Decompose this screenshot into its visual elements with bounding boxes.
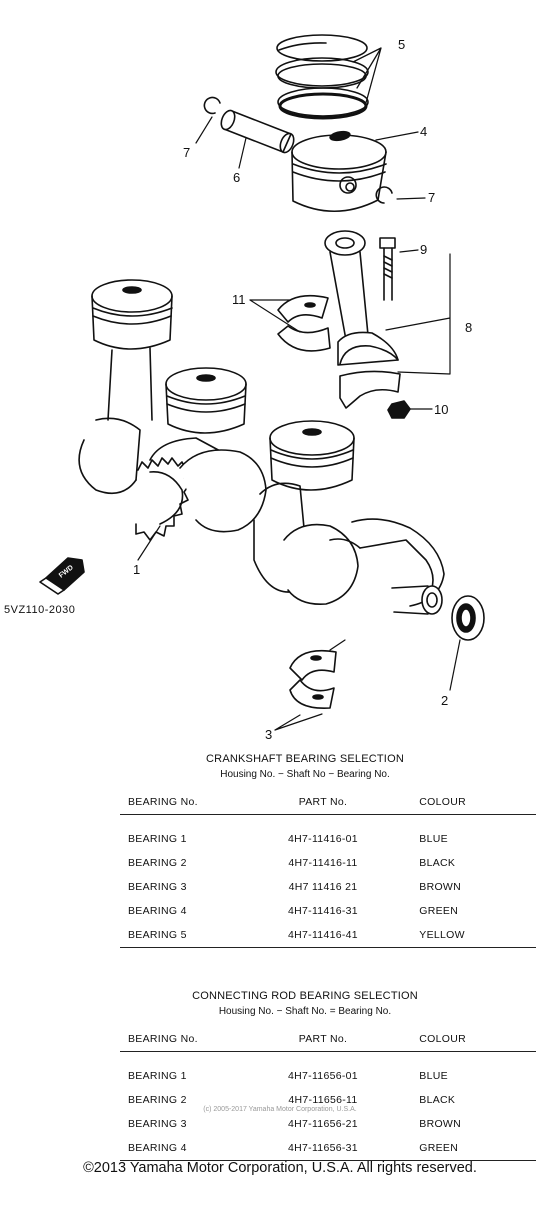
part-no-cell: 4H7-11416-01 <box>287 833 358 845</box>
conrod-table-subtitle: Housing No. − Shaft No. = Bearing No. <box>218 1006 392 1017</box>
header-colour: COLOUR <box>389 790 536 815</box>
watermark: (c) 2005-2017 Yamaha Motor Corporation, U.S.A. <box>203 1106 357 1113</box>
fwd-label: FWD <box>57 564 75 580</box>
colour-cell: BLUE <box>419 833 448 845</box>
oil-seal <box>452 596 484 640</box>
bearing-no-cell: BEARING 1 <box>128 833 187 845</box>
part-no-cell: 4H7 11416 21 <box>288 881 358 893</box>
callout-11: 11 <box>232 292 246 307</box>
header-part-no: PART No. <box>257 790 390 815</box>
bearing-no-cell: BEARING 2 <box>128 1094 187 1106</box>
bearing-no-cell: BEARING 1 <box>128 1070 187 1082</box>
bearing-no-cell: BEARING 3 <box>128 881 187 893</box>
part-no-cell: 4H7-11656-11 <box>288 1094 358 1106</box>
piston <box>292 130 386 211</box>
callout-1: 1 <box>133 562 141 577</box>
callout-4: 4 <box>420 124 428 139</box>
callout-2: 2 <box>441 693 449 708</box>
table-header-row <box>120 1027 536 1052</box>
callout-6: 6 <box>233 170 241 185</box>
table-header-row <box>120 790 536 815</box>
table-row <box>120 875 536 899</box>
colour-cell: GREEN <box>389 1136 536 1161</box>
rod-nut <box>388 401 410 418</box>
main-bearing-shells <box>290 651 336 708</box>
piston-pin <box>219 108 297 154</box>
callout-7-right: 7 <box>428 190 436 205</box>
callout-7-left: 7 <box>183 145 191 160</box>
callout-3: 3 <box>265 727 273 742</box>
callout-5: 5 <box>398 37 406 52</box>
crankshaft-table-subtitle: Housing No. − Shaft No − Bearing No. <box>220 769 390 780</box>
table-row <box>120 923 536 948</box>
colour-cell: YELLOW <box>389 923 536 948</box>
part-no-cell: 4H7-11656-21 <box>287 1118 358 1130</box>
header-bearing-no: BEARING No. <box>120 1027 257 1052</box>
part-no-cell: 4H7-11656-31 <box>257 1136 390 1161</box>
crankshaft-table-title: CRANKSHAFT BEARING SELECTION <box>206 753 404 765</box>
part-no-cell: 4H7-11416-41 <box>257 923 390 948</box>
table-row <box>120 827 536 851</box>
conrod-bearing-table <box>120 1027 536 1161</box>
colour-cell: BLUE <box>419 1070 448 1082</box>
colour-cell: GREEN <box>419 905 459 917</box>
table-row <box>120 851 536 875</box>
conrod-table-title: CONNECTING ROD BEARING SELECTION <box>192 990 418 1002</box>
rod-cap <box>340 371 400 408</box>
bearing-no-cell: BEARING 4 <box>120 1136 257 1161</box>
table-row <box>120 899 536 923</box>
conrod-bearing-lower <box>278 326 330 351</box>
callout-10: 10 <box>434 402 449 417</box>
bearing-no-cell: BEARING 3 <box>128 1118 187 1130</box>
colour-cell: BLACK <box>419 857 456 869</box>
table-row <box>120 1136 536 1161</box>
copyright-notice: ©2013 Yamaha Motor Corporation, U.S.A. All rights reserved. <box>83 1160 477 1176</box>
header-bearing-no: BEARING No. <box>120 790 257 815</box>
circlip-left <box>204 97 220 113</box>
callout-9: 9 <box>420 242 428 257</box>
header-colour: COLOUR <box>389 1027 536 1052</box>
colour-cell: BROWN <box>419 881 462 893</box>
bearing-no-cell: BEARING 5 <box>120 923 257 948</box>
bearing-no-cell: BEARING 4 <box>128 905 187 917</box>
table-row <box>120 1064 536 1088</box>
part-no-cell: 4H7-11656-01 <box>287 1070 358 1082</box>
colour-cell: BROWN <box>419 1118 462 1130</box>
bearing-no-cell: BEARING 2 <box>128 857 187 869</box>
colour-cell: BLACK <box>419 1094 456 1106</box>
table-row <box>120 1112 536 1136</box>
crankshaft-bearing-table <box>120 790 536 948</box>
diagram-part-code: 5VZ110-2030 <box>4 604 76 616</box>
part-no-cell: 4H7-11416-11 <box>288 857 358 869</box>
rod-bolt <box>380 238 395 300</box>
part-no-cell: 4H7-11416-31 <box>287 905 358 917</box>
callout-8: 8 <box>465 320 473 335</box>
connecting-rod <box>325 231 398 365</box>
piston-rings <box>276 35 368 118</box>
header-part-no: PART No. <box>257 1027 390 1052</box>
